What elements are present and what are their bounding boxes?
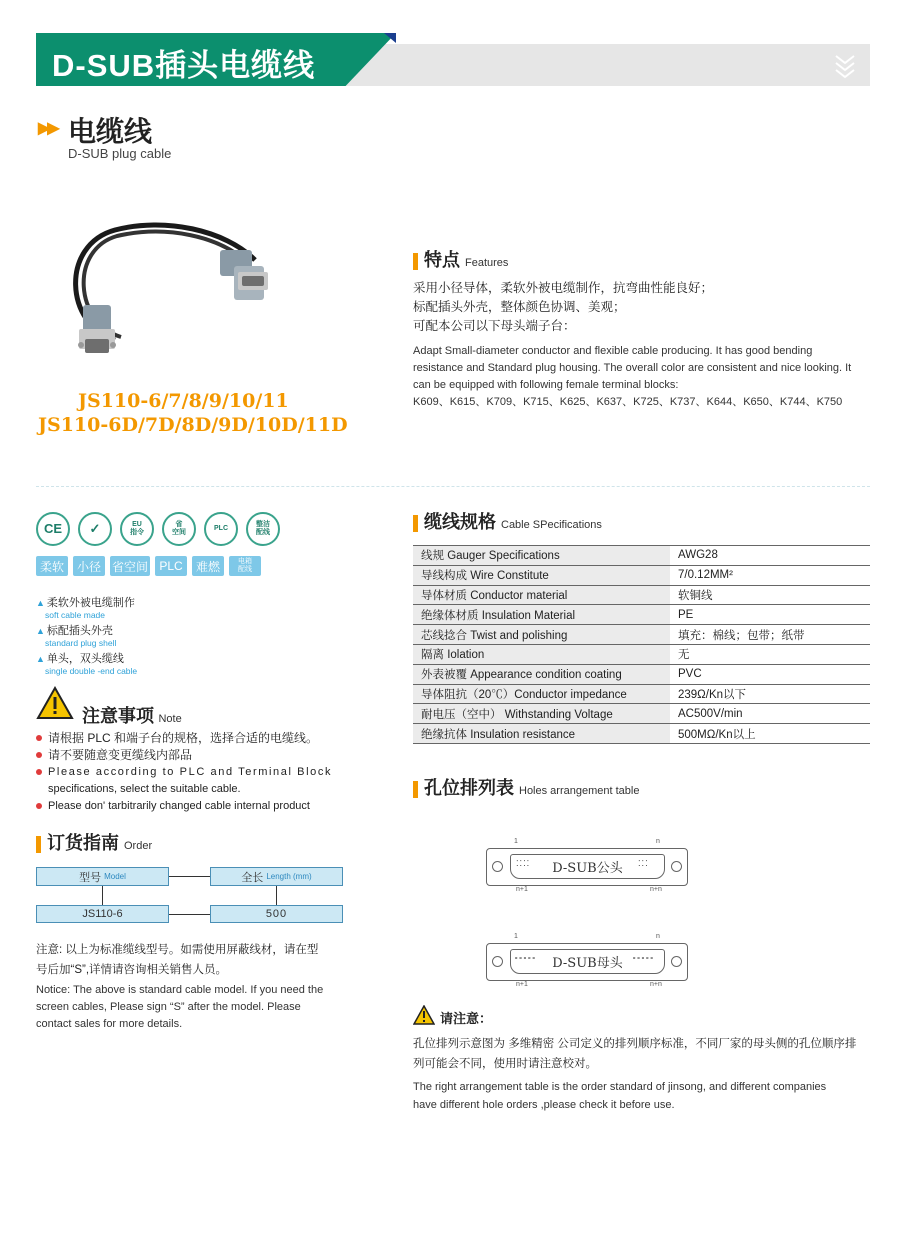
- female-connector-label: D-SUB母头: [510, 949, 665, 974]
- table-row: 线规 Gauger Specifications AWG28: [413, 546, 870, 566]
- pin-label: n: [656, 933, 660, 940]
- space-saving-icon: 省 空间: [162, 512, 196, 546]
- table-row: 绝缘抗体 Insulation resistance 500MΩ/Kn以上: [413, 724, 870, 744]
- table-row: 耐电压（空中） Withstanding Voltage AC500V/min: [413, 704, 870, 724]
- heading-bar: [413, 253, 418, 270]
- female-connector-diagram: D-SUB母头 1 n n+1 n+n ∘∘∘∘∘ ∘∘∘∘∘: [486, 933, 688, 991]
- ce-icon: CE: [36, 512, 70, 546]
- feature-item: ▲ 单头，双头缆线 single double -end cable: [36, 653, 138, 676]
- section-title: 电缆线: [68, 116, 153, 147]
- chevron-down-icon[interactable]: [832, 50, 858, 82]
- arrow-up-icon: ▲: [36, 654, 45, 664]
- property-tags: [36, 556, 261, 576]
- model-value-box: JS110-6: [36, 905, 169, 923]
- tag-plc: PLC: [155, 556, 187, 576]
- notice-item: Please don' tarbitrarily changed cable internal product: [36, 798, 366, 815]
- length-header-box: 全长 Length (mm): [210, 867, 343, 886]
- tag-cabinet-wiring: 电箱 配线: [229, 556, 261, 576]
- model-header-box: 型号 Model: [36, 867, 169, 886]
- attention-en: The right arrangement table is the order standard of jinsong, and different companies have different hole orders ,please check it before use.: [413, 1081, 827, 1111]
- table-row: 导线构成 Wire Constitute 7/0.12MM²: [413, 565, 870, 585]
- notice-item-cont: specifications, select the suitable cable.: [48, 783, 241, 795]
- table-row: 绝缘体材质 Insulation Material PE: [413, 605, 870, 625]
- arrow-up-icon: ▲: [36, 598, 45, 608]
- plc-icon: PLC: [204, 512, 238, 546]
- screw-hole-icon: [492, 861, 503, 872]
- screw-hole-icon: [671, 861, 682, 872]
- page-title: D-SUB插头电缆线: [52, 48, 316, 83]
- pin-label: n: [656, 838, 660, 845]
- order-note-en: Notice: The above is standard cable model. If you need the screen cables, Please sign “S” after the model. Please contact sales for more details.: [36, 984, 324, 1030]
- eu-directive-icon: EU 指令: [120, 512, 154, 546]
- model-line-1: JS110-6/7/8/9/10/11: [78, 390, 289, 412]
- pin-label: 1: [514, 933, 518, 940]
- notice-list: [36, 730, 366, 815]
- length-value-box: 500: [210, 905, 343, 923]
- spec-table: [413, 545, 870, 744]
- attention-title: 请注意：: [440, 1011, 493, 1026]
- cert-icons: [36, 512, 280, 546]
- screw-hole-icon: [492, 956, 503, 967]
- table-row: 芯线捻合 Twist and polishing 填充：棉线；包带；纸带: [413, 625, 870, 645]
- features-heading: 特点 Features: [413, 251, 508, 270]
- male-connector-label: D-SUB公头: [510, 854, 665, 879]
- section-divider: [36, 486, 870, 487]
- notice-heading: 注意事项 Note: [82, 706, 182, 726]
- arrow-up-icon: ▲: [36, 626, 45, 636]
- screw-hole-icon: [671, 956, 682, 967]
- features-cn: 采用小径导体，柔软外被电缆制作，抗弯曲性能良好； 标配插头外壳，整体颜色协调、美观； 可配本公司以下母头端子台：: [413, 281, 714, 333]
- notice-item: 请根据 PLC 和端子台的规格，选择合适的电缆线。: [36, 730, 366, 747]
- tag-small-diameter: 小径: [73, 556, 105, 576]
- notice-item: Please according to PLC and Terminal Block: [36, 764, 366, 781]
- order-heading: 订货指南 Order: [36, 834, 152, 853]
- table-row: 隔离 Iolation 无: [413, 644, 870, 664]
- male-connector-diagram: D-SUB公头 1 n n+1 n+n ⁚⁚⁚⁚ ⁚⁚⁚: [486, 838, 688, 894]
- feature-item: ▲ 标配插头外壳 standard plug shell: [36, 625, 117, 648]
- pin-label: n+n: [650, 981, 662, 988]
- warning-icon: [413, 1005, 435, 1025]
- tag-soft: 柔软: [36, 556, 68, 576]
- pin-label: n+n: [650, 886, 662, 893]
- tidy-wiring-icon: 整洁 配线: [246, 512, 280, 546]
- features-en: Adapt Small-diameter conductor and flexible cable producing. It has good bending resistance and Standard plug housing. The overall color are consistent and nice looking. It can be equipped with following female terminal blocks: K609、K615、K709、K715、K625、K637、K725、K737、K644、K650、K744、K750: [413, 345, 852, 408]
- tag-flame-retardant: 难燃: [192, 556, 224, 576]
- connector-line: [169, 876, 210, 877]
- holes-heading: 孔位排列表 Holes arrangement table: [413, 779, 639, 798]
- connector-line: [102, 886, 103, 905]
- table-row: 外表被覆 Appearance condition coating PVC: [413, 664, 870, 684]
- pin-label: 1: [514, 838, 518, 845]
- feature-list: [36, 597, 137, 677]
- section-subtitle: D-SUB plug cable: [68, 146, 172, 161]
- connector-line: [276, 886, 277, 905]
- table-row: 导体阻抗（20℃）Conductor impedance 239Ω/Kn以下: [413, 684, 870, 704]
- table-row: 导体材质 Conductor material 软铜线: [413, 585, 870, 605]
- model-line-2: JS110-6D/7D/8D/9D/10D/11D: [38, 414, 348, 436]
- tag-space-saving: 省空间: [110, 556, 150, 576]
- pin-label: n+1: [516, 886, 528, 893]
- pin-label: n+1: [516, 981, 528, 988]
- attention-cn: 孔位排列示意图为 多维精密 公司定义的排列顺序标准，不同厂家的母头侧的孔位顺序排 列可能会不同，使用时请注意校对。: [413, 1038, 857, 1070]
- feature-item: ▲ 柔软外被电缆制作 soft cable made: [36, 597, 135, 620]
- spec-heading: 缆线规格 Cable SPecifications: [413, 513, 602, 532]
- connector-line: [169, 914, 210, 915]
- notice-item: 请不要随意变更缆线内部品: [36, 747, 366, 764]
- order-note-cn: 注意: 以上为标准缆线型号。如需使用屏蔽线材，请在型 号后加“S”,详情请咨询相关销售人员。: [36, 944, 319, 976]
- double-arrow-icon: ▶▶: [38, 120, 57, 137]
- cable-image: [55, 205, 355, 375]
- rohs-icon: ✓: [78, 512, 112, 546]
- warning-icon: [36, 686, 74, 720]
